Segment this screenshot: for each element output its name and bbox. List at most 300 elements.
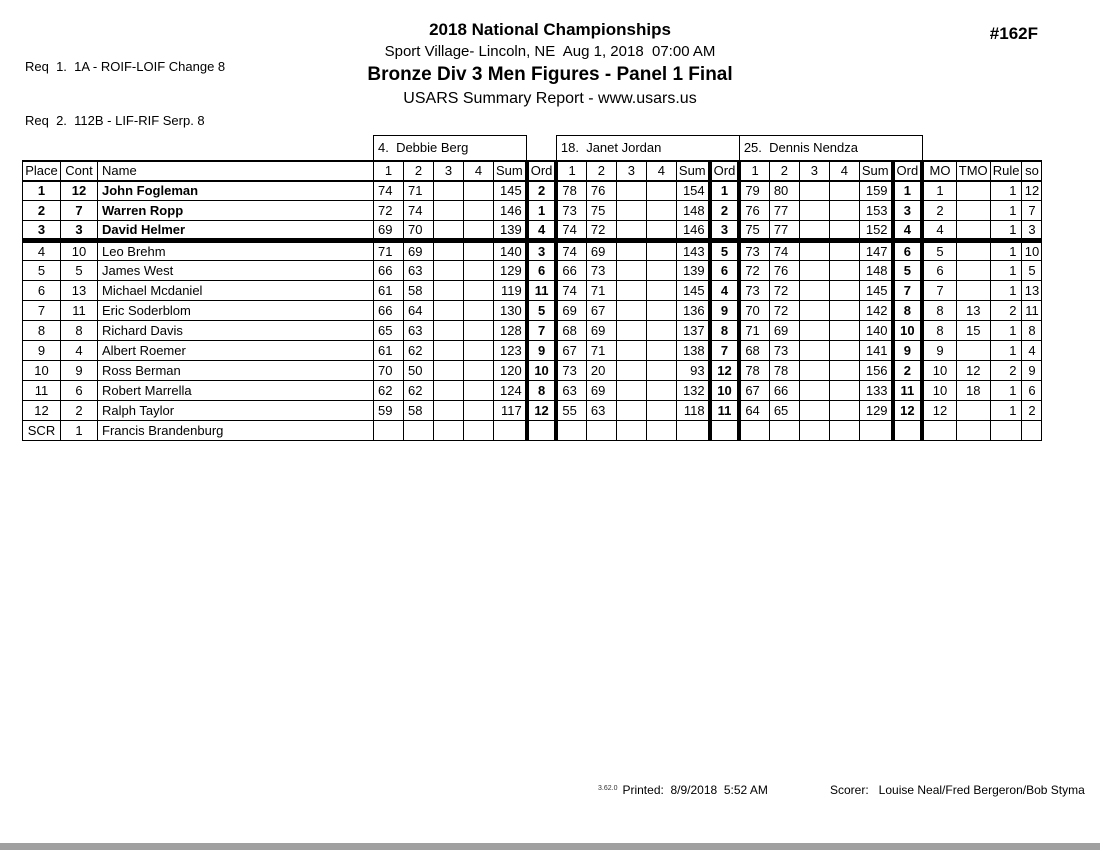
place-cell: 11 <box>23 381 61 401</box>
sum-cell: 132 <box>676 381 709 401</box>
score-cell: 71 <box>586 341 616 361</box>
ord-cell: 6 <box>527 261 557 281</box>
column-header: 4 <box>646 161 676 181</box>
cont-cell: 8 <box>61 321 98 341</box>
name-cell: Albert Roemer <box>98 341 374 361</box>
score-cell <box>616 301 646 321</box>
score-cell <box>434 381 464 401</box>
mo-cell: 8 <box>922 321 956 341</box>
score-cell <box>646 321 676 341</box>
score-cell: 77 <box>769 201 799 221</box>
name-cell: Ross Berman <box>98 361 374 381</box>
sum-cell <box>859 421 892 441</box>
score-cell: 68 <box>556 321 586 341</box>
mo-cell: 9 <box>922 341 956 361</box>
score-cell <box>404 421 434 441</box>
score-cell: 66 <box>374 301 404 321</box>
score-cell: 68 <box>739 341 769 361</box>
so-cell: 2 <box>1022 401 1042 421</box>
tmo-cell <box>956 401 990 421</box>
ord-cell: 5 <box>893 261 923 281</box>
place-cell: 5 <box>23 261 61 281</box>
page-title: 2018 National Championships <box>429 20 671 39</box>
name-cell: Francis Brandenburg <box>98 421 374 441</box>
score-cell <box>646 201 676 221</box>
score-cell <box>829 401 859 421</box>
score-cell <box>769 421 799 441</box>
name-cell: Warren Ropp <box>98 201 374 221</box>
ord-cell: 8 <box>710 321 740 341</box>
ord-cell: 7 <box>893 281 923 301</box>
mo-cell: 2 <box>922 201 956 221</box>
cont-cell: 12 <box>61 181 98 201</box>
sum-cell: 142 <box>859 301 892 321</box>
ord-cell: 8 <box>893 301 923 321</box>
cont-cell: 13 <box>61 281 98 301</box>
score-cell <box>739 421 769 441</box>
tmo-cell <box>956 261 990 281</box>
score-cell <box>799 401 829 421</box>
score-cell: 65 <box>769 401 799 421</box>
ord-cell: 3 <box>710 221 740 241</box>
score-cell <box>646 421 676 441</box>
score-cell: 64 <box>404 301 434 321</box>
name-cell: Robert Marrella <box>98 381 374 401</box>
score-cell: 72 <box>769 281 799 301</box>
sum-cell: 138 <box>676 341 709 361</box>
score-cell <box>616 341 646 361</box>
score-cell <box>434 261 464 281</box>
sum-cell: 124 <box>494 381 527 401</box>
place-cell: 3 <box>23 221 61 241</box>
score-cell: 74 <box>556 221 586 241</box>
score-cell <box>829 181 859 201</box>
column-header: 2 <box>586 161 616 181</box>
score-cell <box>556 421 586 441</box>
place-cell: 8 <box>23 321 61 341</box>
score-cell <box>799 201 829 221</box>
so-cell: 6 <box>1022 381 1042 401</box>
rule-cell: 1 <box>990 341 1022 361</box>
score-cell <box>799 301 829 321</box>
column-header: 4 <box>829 161 859 181</box>
sum-cell: 129 <box>494 261 527 281</box>
score-cell <box>616 261 646 281</box>
cont-cell: 6 <box>61 381 98 401</box>
column-header: 1 <box>374 161 404 181</box>
score-cell <box>434 241 464 261</box>
score-cell: 78 <box>739 361 769 381</box>
score-cell: 72 <box>374 201 404 221</box>
so-cell: 7 <box>1022 201 1042 221</box>
score-cell <box>799 181 829 201</box>
ord-cell: 11 <box>710 401 740 421</box>
sum-cell: 136 <box>676 301 709 321</box>
score-cell <box>799 361 829 381</box>
score-cell <box>434 201 464 221</box>
mo-cell: 10 <box>922 381 956 401</box>
score-cell <box>434 301 464 321</box>
mo-cell: 6 <box>922 261 956 281</box>
cont-cell: 10 <box>61 241 98 261</box>
ord-cell: 3 <box>893 201 923 221</box>
printed-info <box>598 783 768 797</box>
table-row <box>23 421 1042 441</box>
sum-cell: 143 <box>676 241 709 261</box>
score-cell <box>464 201 494 221</box>
column-header: 3 <box>616 161 646 181</box>
score-cell: 63 <box>404 261 434 281</box>
score-cell: 75 <box>739 221 769 241</box>
column-header: Rule <box>990 161 1022 181</box>
so-cell: 13 <box>1022 281 1042 301</box>
score-cell <box>616 241 646 261</box>
sum-cell: 129 <box>859 401 892 421</box>
score-cell: 65 <box>374 321 404 341</box>
sum-cell: 146 <box>494 201 527 221</box>
score-cell <box>464 321 494 341</box>
tmo-cell <box>956 281 990 301</box>
cont-cell: 3 <box>61 221 98 241</box>
score-cell: 76 <box>586 181 616 201</box>
score-cell <box>464 361 494 381</box>
tmo-cell <box>956 201 990 221</box>
score-cell: 80 <box>769 181 799 201</box>
place-cell: 12 <box>23 401 61 421</box>
sum-cell: 145 <box>676 281 709 301</box>
score-cell: 70 <box>374 361 404 381</box>
mo-cell: 1 <box>922 181 956 201</box>
sum-cell: 145 <box>859 281 892 301</box>
column-header: 4 <box>464 161 494 181</box>
score-cell <box>616 181 646 201</box>
sum-cell: 148 <box>676 201 709 221</box>
score-cell <box>646 381 676 401</box>
score-cell <box>829 261 859 281</box>
score-cell <box>616 321 646 341</box>
rule-cell: 1 <box>990 261 1022 281</box>
tmo-cell: 18 <box>956 381 990 401</box>
sum-cell: 137 <box>676 321 709 341</box>
tmo-cell <box>956 181 990 201</box>
score-cell: 73 <box>739 241 769 261</box>
results-table <box>22 135 1042 441</box>
score-cell <box>829 361 859 381</box>
score-cell: 71 <box>404 181 434 201</box>
column-header: Cont <box>61 161 98 181</box>
ord-cell: 11 <box>893 381 923 401</box>
score-cell <box>616 201 646 221</box>
name-cell: Michael Mcdaniel <box>98 281 374 301</box>
sum-cell: 152 <box>859 221 892 241</box>
cont-cell: 9 <box>61 361 98 381</box>
judge-name: 4. Debbie Berg <box>374 136 527 161</box>
ord-cell: 10 <box>893 321 923 341</box>
place-cell: 6 <box>23 281 61 301</box>
column-header: 3 <box>434 161 464 181</box>
ord-cell: 6 <box>710 261 740 281</box>
sum-cell: 153 <box>859 201 892 221</box>
ord-cell <box>527 421 557 441</box>
sum-cell: 156 <box>859 361 892 381</box>
ord-cell: 2 <box>710 201 740 221</box>
score-cell <box>829 421 859 441</box>
ord-cell: 8 <box>527 381 557 401</box>
score-cell: 74 <box>769 241 799 261</box>
so-cell: 3 <box>1022 221 1042 241</box>
table-row <box>23 201 1042 221</box>
mo-cell: 4 <box>922 221 956 241</box>
name-cell: James West <box>98 261 374 281</box>
ord-cell: 3 <box>527 241 557 261</box>
score-cell <box>464 421 494 441</box>
score-cell <box>646 401 676 421</box>
sum-cell: 123 <box>494 341 527 361</box>
score-cell <box>799 321 829 341</box>
ord-cell: 5 <box>710 241 740 261</box>
ord-cell: 12 <box>527 401 557 421</box>
column-header: MO <box>922 161 956 181</box>
score-cell <box>464 381 494 401</box>
sum-cell: 159 <box>859 181 892 201</box>
cont-cell: 1 <box>61 421 98 441</box>
score-cell: 61 <box>374 281 404 301</box>
ord-cell <box>893 421 923 441</box>
score-cell <box>464 301 494 321</box>
score-cell <box>464 221 494 241</box>
column-header: Sum <box>859 161 892 181</box>
score-cell: 59 <box>374 401 404 421</box>
ord-cell: 9 <box>893 341 923 361</box>
sum-cell: 139 <box>676 261 709 281</box>
rule-cell: 1 <box>990 281 1022 301</box>
score-cell: 63 <box>556 381 586 401</box>
sum-cell: 130 <box>494 301 527 321</box>
score-cell <box>646 221 676 241</box>
mo-cell: 12 <box>922 401 956 421</box>
name-cell: Richard Davis <box>98 321 374 341</box>
column-header: Ord <box>527 161 557 181</box>
score-cell: 69 <box>586 241 616 261</box>
tmo-cell <box>956 221 990 241</box>
score-cell <box>829 321 859 341</box>
score-cell: 72 <box>739 261 769 281</box>
table-row <box>23 301 1042 321</box>
score-cell: 73 <box>739 281 769 301</box>
sum-cell: 154 <box>676 181 709 201</box>
score-cell <box>464 281 494 301</box>
so-cell: 4 <box>1022 341 1042 361</box>
tmo-cell: 12 <box>956 361 990 381</box>
mo-cell: 5 <box>922 241 956 261</box>
req-line-1: Req 1. 1A - ROIF-LOIF Change 8 <box>25 59 226 74</box>
results-head <box>23 136 1042 181</box>
score-cell <box>434 341 464 361</box>
mo-cell <box>922 421 956 441</box>
sum-cell <box>676 421 709 441</box>
score-cell: 69 <box>586 381 616 401</box>
tmo-cell: 15 <box>956 321 990 341</box>
req-line-2: Req 2. 112B - LIF-RIF Serp. 8 <box>25 113 205 128</box>
place-cell: 4 <box>23 241 61 261</box>
score-cell: 64 <box>739 401 769 421</box>
table-row <box>23 181 1042 201</box>
score-cell <box>799 221 829 241</box>
rule-cell: 1 <box>990 381 1022 401</box>
sum-cell: 119 <box>494 281 527 301</box>
score-cell: 62 <box>404 341 434 361</box>
ord-cell: 12 <box>893 401 923 421</box>
sum-cell: 93 <box>676 361 709 381</box>
score-cell <box>799 341 829 361</box>
ord-cell: 1 <box>527 201 557 221</box>
page-bottom-edge <box>0 843 1100 850</box>
ord-cell: 2 <box>893 361 923 381</box>
column-header: 3 <box>799 161 829 181</box>
score-cell <box>616 381 646 401</box>
score-cell <box>646 261 676 281</box>
table-row <box>23 341 1042 361</box>
score-cell: 73 <box>556 361 586 381</box>
ord-cell: 10 <box>527 361 557 381</box>
score-cell <box>464 241 494 261</box>
score-cell: 79 <box>739 181 769 201</box>
ord-cell: 11 <box>527 281 557 301</box>
column-header: Name <box>98 161 374 181</box>
score-cell <box>616 221 646 241</box>
rule-cell: 1 <box>990 321 1022 341</box>
place-cell: 7 <box>23 301 61 321</box>
column-header: 1 <box>739 161 769 181</box>
score-cell <box>829 341 859 361</box>
sum-cell: 148 <box>859 261 892 281</box>
column-header: Ord <box>893 161 923 181</box>
score-cell: 58 <box>404 401 434 421</box>
event-number: #162F <box>989 24 1038 43</box>
table-row <box>23 221 1042 241</box>
score-cell: 72 <box>769 301 799 321</box>
column-header: 2 <box>769 161 799 181</box>
rule-cell: 2 <box>990 301 1022 321</box>
score-cell: 73 <box>769 341 799 361</box>
tmo-cell <box>956 341 990 361</box>
score-cell <box>464 341 494 361</box>
column-header: 2 <box>404 161 434 181</box>
place-cell: SCR <box>23 421 61 441</box>
place-cell: 2 <box>23 201 61 221</box>
name-cell: David Helmer <box>98 221 374 241</box>
column-header: Place <box>23 161 61 181</box>
score-cell: 69 <box>586 321 616 341</box>
rule-cell: 1 <box>990 401 1022 421</box>
score-cell: 66 <box>556 261 586 281</box>
score-cell: 20 <box>586 361 616 381</box>
score-cell: 69 <box>769 321 799 341</box>
name-cell: Eric Soderblom <box>98 301 374 321</box>
ord-cell: 6 <box>893 241 923 261</box>
place-cell: 10 <box>23 361 61 381</box>
score-cell <box>829 221 859 241</box>
score-cell: 74 <box>374 181 404 201</box>
column-header-row <box>23 161 1042 181</box>
so-cell: 9 <box>1022 361 1042 381</box>
score-cell <box>434 221 464 241</box>
version-number: 3.62.0 <box>598 785 618 792</box>
so-cell: 10 <box>1022 241 1042 261</box>
score-cell: 70 <box>404 221 434 241</box>
score-cell: 63 <box>586 401 616 421</box>
score-cell <box>646 241 676 261</box>
score-cell <box>829 281 859 301</box>
column-header: Ord <box>710 161 740 181</box>
rule-cell: 1 <box>990 241 1022 261</box>
name-cell: John Fogleman <box>98 181 374 201</box>
ord-cell: 4 <box>527 221 557 241</box>
score-cell <box>464 181 494 201</box>
score-cell <box>464 401 494 421</box>
table-row <box>23 281 1042 301</box>
score-cell: 71 <box>739 321 769 341</box>
so-cell: 5 <box>1022 261 1042 281</box>
score-cell: 74 <box>556 241 586 261</box>
place-cell: 1 <box>23 181 61 201</box>
score-cell: 75 <box>586 201 616 221</box>
score-cell <box>799 281 829 301</box>
score-cell: 62 <box>374 381 404 401</box>
so-cell: 12 <box>1022 181 1042 201</box>
ord-cell <box>710 421 740 441</box>
score-cell: 74 <box>556 281 586 301</box>
score-cell <box>646 281 676 301</box>
score-cell: 73 <box>556 201 586 221</box>
ord-cell: 10 <box>710 381 740 401</box>
judge-row-spacer <box>922 136 1042 161</box>
judge-name: 25. Dennis Nendza <box>739 136 922 161</box>
score-cell: 76 <box>769 261 799 281</box>
so-cell <box>1022 421 1042 441</box>
sum-cell: 140 <box>494 241 527 261</box>
score-cell <box>616 401 646 421</box>
score-cell: 67 <box>586 301 616 321</box>
scorer-info: Scorer: Louise Neal/Fred Bergeron/Bob Styma <box>830 783 1085 797</box>
rule-cell: 1 <box>990 221 1022 241</box>
table-row <box>23 261 1042 281</box>
score-cell <box>799 381 829 401</box>
table-row <box>23 361 1042 381</box>
mo-cell: 7 <box>922 281 956 301</box>
score-cell <box>434 321 464 341</box>
cont-cell: 7 <box>61 201 98 221</box>
ord-cell: 1 <box>893 181 923 201</box>
score-cell: 78 <box>556 181 586 201</box>
score-cell: 71 <box>374 241 404 261</box>
printed-label: Printed: 8/9/2018 5:52 AM <box>622 783 768 797</box>
score-cell: 66 <box>769 381 799 401</box>
sum-cell: 146 <box>676 221 709 241</box>
score-cell: 55 <box>556 401 586 421</box>
sum-cell: 139 <box>494 221 527 241</box>
rule-cell <box>990 421 1022 441</box>
score-cell <box>799 421 829 441</box>
score-cell <box>464 261 494 281</box>
ord-cell: 7 <box>710 341 740 361</box>
mo-cell: 10 <box>922 361 956 381</box>
column-header: Sum <box>676 161 709 181</box>
score-cell <box>646 361 676 381</box>
sum-cell: 128 <box>494 321 527 341</box>
ord-cell: 2 <box>527 181 557 201</box>
judge-header-row <box>23 136 1042 161</box>
